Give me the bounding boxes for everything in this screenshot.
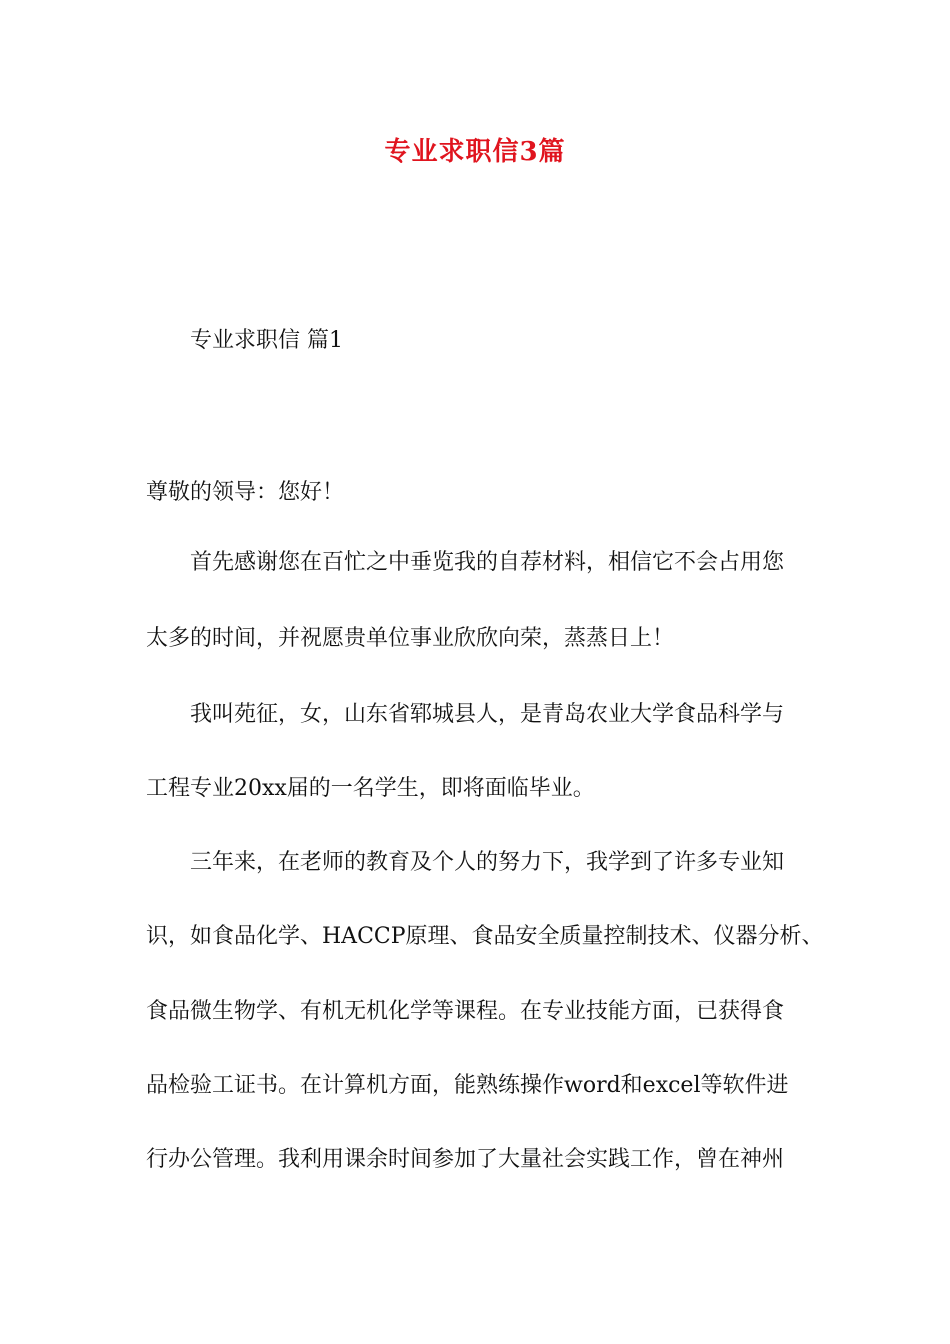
- section-heading: 专业求职信 篇1: [190, 328, 343, 353]
- paragraph-line: 食品微生物学、有机无机化学等课程。在专业技能方面，已获得食: [146, 999, 785, 1024]
- paragraph-line: 太多的时间，并祝愿贵单位事业欣欣向荣，蒸蒸日上！: [146, 626, 675, 651]
- paragraph-line: 我叫苑征，女，山东省郓城县人，是青岛农业大学食品科学与: [190, 702, 785, 727]
- paragraph-line: 品检验工证书。在计算机方面，能熟练操作word和excel等软件进: [146, 1073, 789, 1098]
- paragraph-line: 工程专业20xx届的一名学生，即将面临毕业。: [146, 776, 595, 801]
- paragraph-line: 行办公管理。我利用课余时间参加了大量社会实践工作，曾在神州: [146, 1147, 785, 1172]
- paragraph-line: 首先感谢您在百忙之中垂览我的自荐材料，相信它不会占用您: [190, 550, 785, 575]
- document-title: 专业求职信3篇: [384, 137, 566, 167]
- paragraph-line: 识，如食品化学、HACCP原理、食品安全质量控制技术、仪器分析、: [146, 924, 824, 949]
- paragraph-line: 三年来，在老师的教育及个人的努力下，我学到了许多专业知: [190, 850, 785, 875]
- salutation: 尊敬的领导：您好！: [146, 480, 345, 505]
